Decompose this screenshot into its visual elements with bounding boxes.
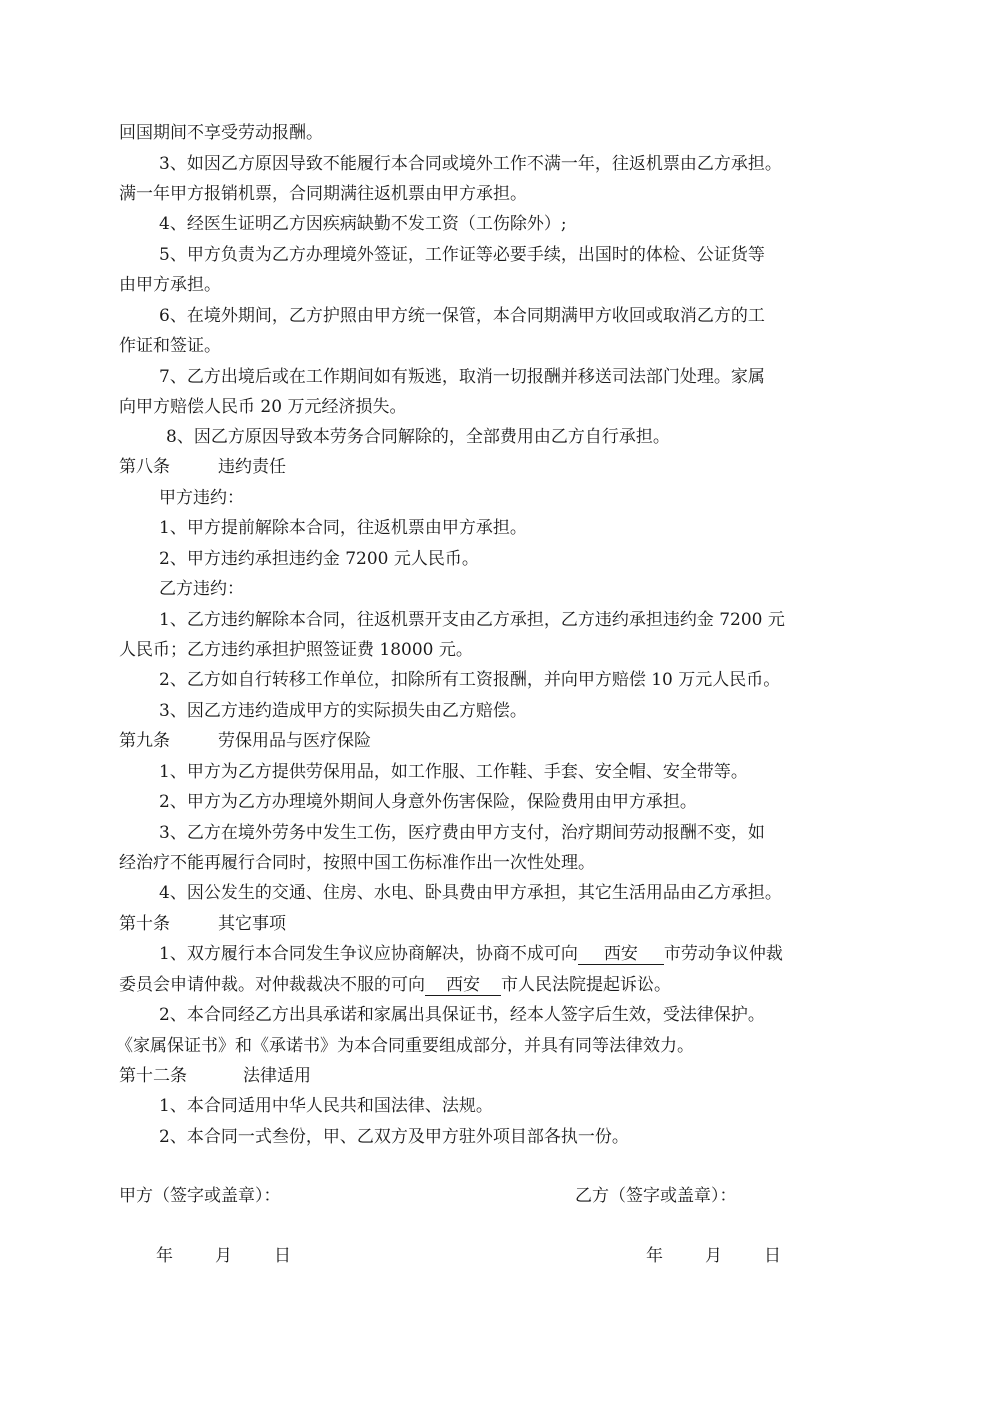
clause-line: 2、本合同经乙方出具承诺和家属出具保证书，经本人签字后生效，受法律保护。: [159, 1005, 765, 1025]
clause-line: 4、因公发生的交通、住房、水电、卧具费由甲方承担，其它生活用品由乙方承担。: [159, 883, 782, 903]
clause-line: 3、因乙方违约造成甲方的实际损失由乙方赔偿。: [159, 701, 527, 721]
clause-text: 委员会申请仲裁。对仲裁裁决不服的可向: [119, 975, 425, 995]
clause-text: 1、双方履行本合同发生争议应协商解决，协商不成可向: [159, 944, 578, 964]
party-a-date: [156, 1245, 291, 1267]
subheading: 甲方违约：: [159, 488, 244, 508]
section-title: 劳保用品与医疗保险: [218, 731, 371, 751]
clause-line: 8、因乙方原因导致本劳务合同解除的，全部费用由乙方自行承担。: [166, 427, 670, 447]
date-day: 日: [764, 1246, 781, 1266]
section-number: 第九条: [119, 731, 170, 751]
clause-line: 人民币；乙方违约承担护照签证费 18000 元。: [119, 640, 473, 660]
section-number: 第十条: [119, 914, 170, 934]
city-blank: 西安: [425, 975, 501, 996]
clause-line: 由甲方承担。: [119, 275, 221, 295]
clause-line: 经治疗不能再履行合同时，按照中国工伤标准作出一次性处理。: [119, 853, 595, 873]
section-heading-9: [119, 730, 371, 752]
clause-line: 1、甲方提前解除本合同，往返机票由甲方承担。: [159, 518, 527, 538]
date-year: 年: [646, 1246, 663, 1266]
date-year: 年: [156, 1246, 173, 1266]
clause-line: 1、本合同适用中华人民共和国法律、法规。: [159, 1096, 493, 1116]
clause-line: 2、甲方为乙方办理境外期间人身意外伤害保险，保险费用由甲方承担。: [159, 792, 697, 812]
section-title: 违约责任: [218, 457, 286, 477]
date-month: 月: [215, 1246, 232, 1266]
clause-line: 7、乙方出境后或在工作期间如有叛逃，取消一切报酬并移送司法部门处理。家属: [159, 367, 765, 387]
clause-line: 4、经医生证明乙方因疾病缺勤不发工资（工伤除外）;: [159, 214, 567, 234]
clause-line: 向甲方赔偿人民币 20 万元经济损失。: [119, 397, 407, 417]
clause-line: 作证和签证。: [119, 336, 221, 356]
party-b-date: [646, 1245, 781, 1267]
clause-line: 1、乙方违约解除本合同，往返机票开支由乙方承担，乙方违约承担违约金 7200 元: [159, 610, 785, 630]
section-heading-10: [119, 913, 286, 935]
clause-line: 2、甲方违约承担违约金 7200 元人民币。: [159, 549, 479, 569]
date-day: 日: [274, 1246, 291, 1266]
subheading: 乙方违约：: [159, 579, 244, 599]
section-heading-12: [119, 1065, 311, 1087]
clause-line-arbitration: [159, 943, 783, 965]
clause-text: 市人民法院提起诉讼。: [501, 975, 671, 995]
clause-line-court: [119, 974, 671, 996]
clause-line: 6、在境外期间，乙方护照由甲方统一保管，本合同期满甲方收回或取消乙方的工: [159, 306, 765, 326]
clause-line: 3、如因乙方原因导致不能履行本合同或境外工作不满一年，往返机票由乙方承担。: [159, 154, 782, 174]
clause-line: 1、甲方为乙方提供劳保用品，如工作服、工作鞋、手套、安全帽、安全带等。: [159, 762, 748, 782]
section-number: 第八条: [119, 457, 170, 477]
party-a-signature-label: 甲方（签字或盖章）：: [119, 1186, 281, 1206]
clause-line: 5、甲方负责为乙方办理境外签证，工作证等必要手续，出国时的体检、公证货等: [159, 245, 765, 265]
section-title: 其它事项: [218, 914, 286, 934]
section-number: 第十二条: [119, 1066, 187, 1086]
clause-line: 回国期间不享受劳动报酬。: [119, 123, 323, 143]
clause-line: 2、乙方如自行转移工作单位，扣除所有工资报酬，并向甲方赔偿 10 万元人民币。: [159, 670, 781, 690]
section-heading-8: [119, 456, 286, 478]
party-b-signature-label: 乙方（签字或盖章）：: [575, 1186, 737, 1206]
clause-line: 满一年甲方报销机票，合同期满往返机票由甲方承担。: [119, 184, 527, 204]
section-title: 法律适用: [243, 1066, 311, 1086]
clause-line: 3、乙方在境外劳务中发生工伤，医疗费由甲方支付，治疗期间劳动报酬不变，如: [159, 823, 765, 843]
date-month: 月: [705, 1246, 722, 1266]
city-blank: 西安: [578, 944, 664, 965]
clause-text: 市劳动争议仲裁: [663, 944, 783, 964]
clause-line: 2、本合同一式叁份，甲、乙双方及甲方驻外项目部各执一份。: [159, 1127, 629, 1147]
clause-line: 《家属保证书》和《承诺书》为本合同重要组成部分，并具有同等法律效力。: [116, 1036, 694, 1056]
